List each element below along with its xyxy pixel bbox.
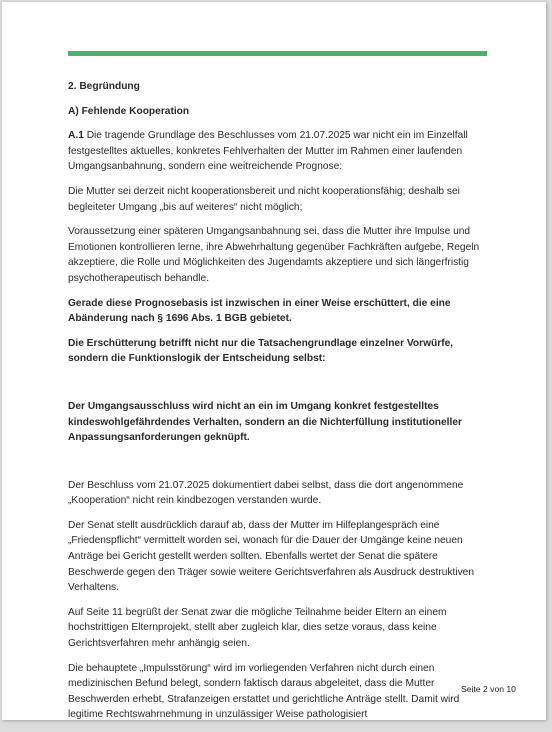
- subheading: A) Fehlende Kooperation: [68, 105, 190, 117]
- bold-paragraph: Der Umgangsausschluss wird nicht an ein im Umgang konkret festgestelltes kindeswohlgefährdendes Verhalten, sondern an die Nichterfüllung institutioneller Anpassungsanforderungen geknüpft.: [68, 400, 462, 444]
- bold-paragraph: Gerade diese Prognosebasis ist inzwischen in einer Weise erschüttert, die eine Abänderung nach § 1696 Abs. 1 BGB gebietet.: [68, 297, 451, 325]
- paragraph: Der Senat stellt ausdrücklich darauf ab, dass der Mutter im Hilfeplangespräch eine „Friedenspflicht“ vermittelt worden sei, wonach für die Dauer der Umgänge keine neuen Anträge bei Gericht gestellt werden sollten. Ebenfalls wertet der Senat die spätere Beschwerde gegen den Träger sowie weitere Gerichtsverfahren als Ausdruck destruktiven Verhaltens.: [68, 519, 475, 594]
- page-number: Seite 2 von 10: [461, 684, 516, 694]
- paragraph-text: Die tragende Grundlage des Beschlusses vom 21.07.2025 war nicht ein im Einzelfall festgestelltes aktuelles, konkretes Fehlverhalten der Mutter im Rahmen einer laufenden Umgangsanbahnung, sondern eine weitreichende Prognose:: [68, 130, 468, 173]
- paragraph-a1: [68, 128, 494, 175]
- paragraph-label: A.1: [68, 130, 84, 142]
- header-rule: [68, 51, 487, 56]
- document-page: [2, 2, 546, 720]
- section-heading: 2. Begründung: [68, 81, 140, 92]
- document-body: [68, 79, 494, 732]
- bold-paragraph: Die Erschütterung betrifft nicht nur die Tatsachengrundlage einzelner Vorwürfe, sondern die Funktionslogik der Entscheidung selbst:: [68, 337, 454, 365]
- paragraph: Voraussetzung einer späteren Umgangsanbahnung sei, dass die Mutter ihre Impulse und Emotionen kontrollieren lerne, ihre Abwehrhaltung gegenüber Fachkräften aufgebe, Regeln akzeptiere, die Rolle und Möglichkeiten des Jugendamts akzeptiere und sich längerfristig psychotherapeutisch behandle.: [68, 226, 480, 284]
- paragraph: Auf Seite 11 begrüßt der Senat zwar die mögliche Teilnahme beider Eltern an einem hochstrittigen Elternprojekt, stellt aber zugleich klar, dies setze voraus, dass keine Gerichtsverfahren mehr anhängig seien.: [68, 606, 447, 650]
- paragraph: Die behauptete „Impulsstörung“ wird im vorliegenden Verfahren nicht durch einen medizinischen Befund belegt, sondern faktisch daraus abgeleitet, dass die Mutter Beschwerden erhebt, Strafanzeigen erstattet und gerichtliche Anträge stellt. Damit wird legitime Rechtswahrnehmung in unzulässiger Weise pathologisiert: [68, 662, 460, 721]
- paragraph: Der Beschluss vom 21.07.2025 dokumentiert dabei selbst, dass die dort angenommene „Kooperation“ nicht rein kindbezogen verstanden wurde.: [68, 479, 464, 507]
- paragraph: Die Mutter sei derzeit nicht kooperationsbereit und nicht kooperationsfähig; deshalb sei begleiteter Umgang „bis auf weiteres“ nicht möglich;: [68, 185, 460, 213]
